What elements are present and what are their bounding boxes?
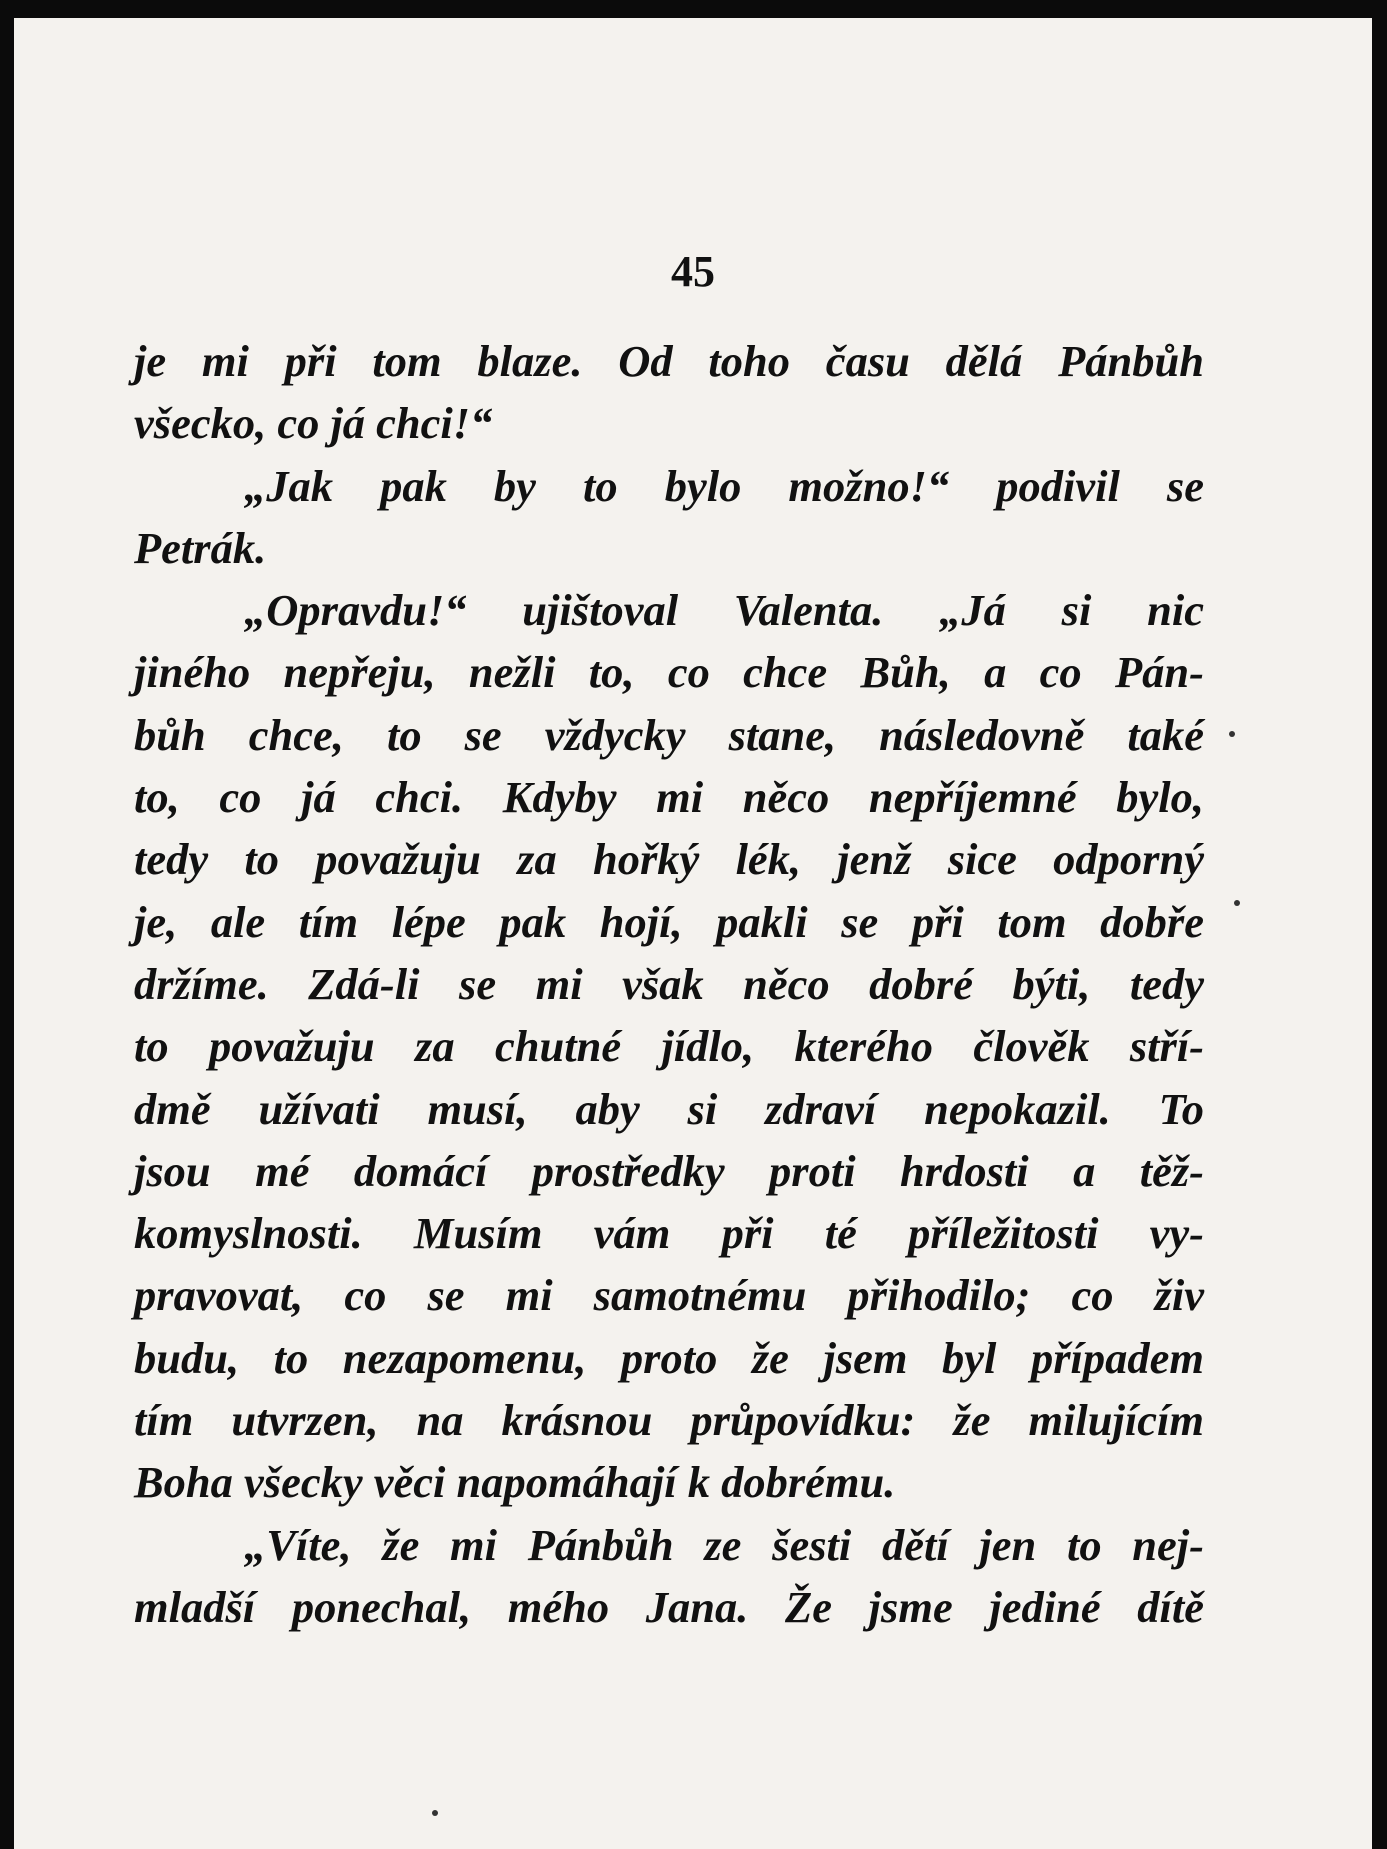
text-line: Petrák.	[134, 522, 267, 573]
text-line: budu, to nezapomenu, proto že jsem byl případem	[134, 1332, 1204, 1383]
text-line: mladší ponechal, mého Jana. Že jsme jediné dítě	[134, 1581, 1204, 1632]
print-speck	[1229, 731, 1235, 737]
text-line: držíme. Zdá-li se mi však něco dobré býti, tedy	[134, 958, 1204, 1009]
text-line: tím utvrzen, na krásnou průpovídku: že milujícím	[134, 1395, 1204, 1446]
text-line: je, ale tím lépe pak hojí, pakli se při tom dobře	[134, 896, 1204, 947]
text-line: „Opravdu!“ ujištoval Valenta. „Já si nic	[244, 585, 1204, 636]
text-line: pravovat, co se mi samotnému přihodilo; co živ	[134, 1270, 1204, 1321]
text-line: Boha všecky věci napomáhají k dobrému.	[134, 1457, 896, 1508]
text-line: jsou mé domácí prostředky proti hrdosti a těž-	[134, 1145, 1204, 1196]
text-line: to, co já chci. Kdyby mi něco nepříjemné bylo,	[134, 772, 1204, 823]
text-line: dmě užívati musí, aby si zdraví nepokazil. To	[134, 1083, 1204, 1134]
text-line: „Víte, že mi Pánbůh ze šesti dětí jen to nej-	[244, 1519, 1204, 1570]
text-line: všecko, co já chci!“	[134, 398, 493, 449]
print-speck	[432, 1810, 438, 1816]
text-line: bůh chce, to se vždycky stane, následovně také	[134, 709, 1204, 760]
text-line: tedy to považuju za hořký lék, jenž sice odporný	[134, 834, 1204, 885]
text-line: „Jak pak by to bylo možno!“ podivil se	[244, 460, 1204, 511]
text-line: komyslnosti. Musím vám při té příležitosti vy-	[134, 1208, 1204, 1259]
book-page	[14, 18, 1372, 1849]
print-speck	[1234, 900, 1240, 906]
text-line: jiného nepřeju, nežli to, co chce Bůh, a co Pán-	[134, 647, 1204, 698]
body-text	[134, 330, 1204, 1638]
text-line: to považuju za chutné jídlo, kterého člověk stří-	[134, 1021, 1204, 1072]
text-line: je mi při tom blaze. Od toho času dělá Pánbůh	[134, 336, 1204, 386]
page-number: 45	[671, 247, 715, 296]
